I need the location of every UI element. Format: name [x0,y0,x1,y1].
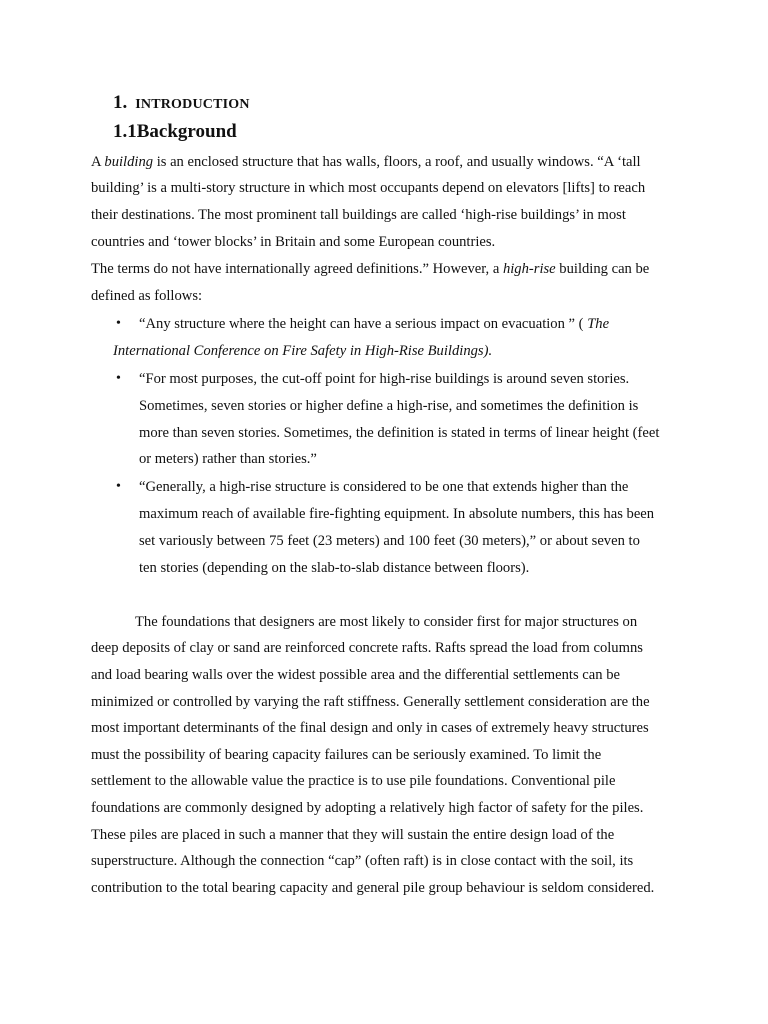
bullet-1-line-2: International Conference on Fire Safety in High-Rise Buildings). [113,343,493,359]
bullet-2-line-2: Sometimes, seven stories or higher define a high-rise, and sometimes the definition is [139,398,639,414]
bullet-1-line-1: “Any structure where the height can have a serious impact on evacuation ” ( The [139,316,610,332]
intro-line-1: A building is an enclosed structure that has walls, floors, a roof, and usually windows. “A ‘tall [91,154,641,170]
section-number: 1. [113,92,128,113]
subsection-heading: 1.1Background [113,121,237,142]
intro-line-5: The terms do not have internationally agreed definitions.” However, a high-rise building can be [91,261,650,277]
section-heading [113,92,250,114]
bullet-marker: • [116,479,121,494]
foundations-line-6: must the possibility of bearing capacity failures can be seriously examined. To limit the [91,747,602,763]
bullet-2-line-1: “For most purposes, the cut-off point for high-rise buildings is around seven stories. [139,371,630,387]
foundations-line-8: foundations are commonly designed by adopting a relatively high factor of safety for the piles. [91,800,644,816]
bullet-2-line-3: more than seven stories. Sometimes, the definition is stated in terms of linear height (feet [139,425,660,441]
foundations-line-5: most important determinants of the final design and only in cases of extremely heavy structures [91,720,649,736]
bullet-marker: • [116,371,121,386]
foundations-line-11: contribution to the total bearing capacity and general pile group behaviour is seldom considered. [91,880,655,896]
intro-line-6: defined as follows: [91,288,203,304]
section-title: INTRODUCTION [135,97,250,112]
foundations-line-10: superstructure. Although the connection “cap” (often raft) is in close contact with the soil, its [91,853,634,869]
bullet-3-line-1: “Generally, a high-rise structure is considered to be one that extends higher than the [139,479,629,495]
foundations-line-7: settlement to the allowable value the practice is to use pile foundations. Conventional pile [91,773,616,789]
bullet-marker: • [116,316,121,331]
intro-line-2: building’ is a multi-story structure in which most occupants depend on elevators [lifts] to reach [91,180,646,196]
foundations-line-3: and load bearing walls over the widest possible area and the differential settlements can be [91,667,620,683]
foundations-line-4: minimized or controlled by varying the raft stiffness. Generally settlement consideration are the [91,694,650,710]
foundations-line-1: The foundations that designers are most likely to consider first for major structures on [135,614,638,630]
intro-line-3: their destinations. The most prominent tall buildings are called ‘high-rise buildings’ in most [91,207,626,223]
bullet-3-line-2: maximum reach of available fire-fighting equipment. In absolute numbers, this has been [139,506,655,522]
intro-line-4: countries and ‘tower blocks’ in Britain and some European countries. [91,234,496,250]
bullet-3-line-3: set variously between 75 feet (23 meters) and 100 feet (30 meters),” or about seven to [139,533,640,549]
foundations-line-9: These piles are placed in such a manner that they will sustain the entire design load of the [91,827,615,843]
bullet-3-line-4: ten stories (depending on the slab-to-slab distance between floors). [139,560,530,576]
foundations-line-2: deep deposits of clay or sand are reinforced concrete rafts. Rafts spread the load from columns [91,640,643,656]
bullet-2-line-4: or meters) rather than stories.” [139,451,317,467]
